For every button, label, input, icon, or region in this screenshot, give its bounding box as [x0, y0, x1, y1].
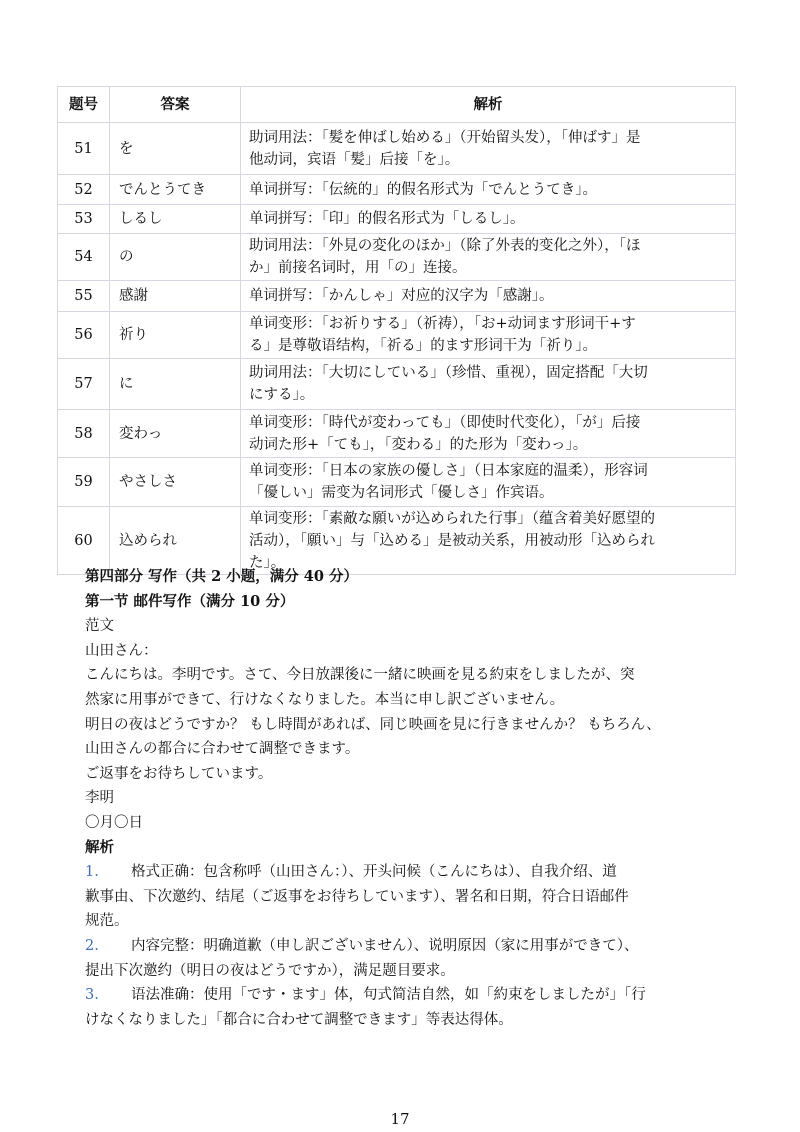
row-number: 59 — [58, 458, 110, 507]
row-number: 56 — [58, 312, 110, 359]
row-answer: 変わっ — [110, 410, 241, 458]
explanation-line: 单词变形：「お祈りする」（祈祷），「お+动词ます形词干+す — [249, 316, 636, 332]
row-number: 54 — [58, 234, 110, 281]
row-explanation — [241, 359, 736, 410]
answer-table — [57, 86, 736, 575]
row-number: 53 — [58, 205, 110, 234]
analysis-line: 格式正确：包含称呼（山田さん：）、开头问候（こんにちは）、自我介绍、道 — [131, 864, 617, 881]
row-number: 60 — [58, 507, 110, 575]
row-explanation — [241, 458, 736, 507]
analysis-item — [85, 983, 725, 1032]
table-row — [58, 123, 736, 175]
row-explanation — [241, 123, 736, 175]
letter-date: 〇月〇日 — [85, 814, 143, 831]
row-answer: 感謝 — [110, 281, 241, 312]
row-answer: に — [110, 359, 241, 410]
explanation-line: 单词拼写：「印」的假名形式为「しるし」。 — [249, 211, 525, 227]
letter-body-line: 明日の夜はどうですか？ もし時間があれば、同じ映画を見に行きませんか？ もちろん、 — [85, 716, 661, 733]
explanation-line: 单词变形：「素敵な願いが込められた行事」（蕴含着美好愿望的 — [249, 510, 655, 527]
explanation-line: 单词拼写：「かんしゃ」对应的汉字为「感謝」。 — [249, 288, 554, 304]
table-row — [58, 458, 736, 507]
row-answer: を — [110, 123, 241, 175]
explanation-line: 动词た形+「ても」，「変わる」的た形为「変わっ」。 — [249, 436, 588, 453]
explanation-line: 助词用法：「外見の変化のほか」（除了外表的变化之外），「ほ — [249, 238, 641, 254]
part-title: 第四部分 写作（共 2 小题，满分 40 分） — [85, 568, 359, 585]
analysis-item — [85, 934, 725, 983]
header-explanation: 解析 — [241, 87, 736, 123]
row-number: 55 — [58, 281, 110, 312]
letter-greeting: 山田さん： — [85, 642, 158, 659]
row-explanation — [241, 234, 736, 281]
analysis-line: けなくなりました」「都合に合わせて調整できます」等表达得体。 — [85, 1011, 513, 1028]
subsection-title: 第一节 邮件写作（满分 10 分） — [85, 592, 295, 610]
row-number: 58 — [58, 410, 110, 458]
table-row — [58, 281, 736, 312]
explanation-line: 单词变形：「時代が変わっても」（即使时代变化），「が」后接 — [249, 414, 641, 431]
row-answer: の — [110, 234, 241, 281]
explanation-line: る」是尊敬语结构，「祈る」的ます形词干为「祈り」。 — [249, 338, 597, 354]
row-answer: やさしさ — [110, 458, 241, 507]
letter-closing: ご返事をお待ちしています。 — [85, 765, 273, 782]
row-explanation — [241, 312, 736, 359]
explanation-line: か」前接名词时，用「の」连接。 — [249, 260, 467, 276]
explanation-line: 单词拼写：「伝統的」的假名形式为「でんとうてき」。 — [249, 181, 597, 198]
row-explanation — [241, 410, 736, 458]
page-number: 17 — [390, 1110, 410, 1128]
explanation-line: 助词用法：「大切にしている」（珍惜、重视），固定搭配「大切 — [249, 365, 648, 381]
table-row — [58, 175, 736, 205]
header-answer: 答案 — [110, 87, 241, 123]
row-explanation — [241, 175, 736, 205]
analysis-number: 3. — [85, 987, 99, 1004]
explanation-line: 「優しい」需变为名词形式「優しさ」作宾语。 — [249, 485, 554, 501]
analysis-line: 歉事由、下次邀约、结尾（ご返事をお待ちしています）、署名和日期，符合日语邮件 — [85, 888, 629, 905]
row-number: 52 — [58, 175, 110, 205]
row-answer: 込められ — [110, 507, 241, 575]
explanation-line: た」。 — [249, 554, 286, 571]
letter-body-line: 然家に用事ができて、行けなくなりました。本当に申し訳ございません。 — [85, 691, 565, 708]
row-answer: 祈り — [110, 312, 241, 359]
letter-signature: 李明 — [85, 790, 114, 807]
header-number: 题号 — [58, 87, 110, 123]
row-answer: しるし — [110, 205, 241, 234]
explanation-line: にする」。 — [249, 387, 315, 403]
sample-label: 范文 — [85, 618, 114, 635]
analysis-line: 语法准确：使用「です・ます」体，句式简洁自然，如「約束をしましたが」「行 — [131, 987, 646, 1004]
row-answer: でんとうてき — [110, 175, 241, 205]
table-row — [58, 312, 736, 359]
analysis-label: 解析 — [85, 838, 114, 856]
explanation-line: 他动词，宾语「髪」后接「を」。 — [249, 151, 460, 168]
analysis-number: 2. — [85, 937, 99, 954]
explanation-line: 活动），「願い」与「込める」是被动关系，用被动形「込められ — [249, 532, 655, 549]
row-number: 57 — [58, 359, 110, 410]
letter-body-line: 山田さんの都合に合わせて調整できます。 — [85, 741, 360, 758]
explanation-line: 助词用法：「髪を伸ばし始める」（开始留头发），「伸ばす」是 — [249, 129, 641, 146]
analysis-line: 提出下次邀约（明日の夜はどうですか），满足题目要求。 — [85, 962, 455, 979]
table-row — [58, 410, 736, 458]
row-explanation — [241, 281, 736, 312]
explanation-line: 单词变形：「日本の家族の優しさ」（日本家庭的温柔），形容词 — [249, 463, 648, 479]
table-header-row — [58, 87, 736, 123]
analysis-item — [85, 860, 725, 934]
analysis-number: 1. — [85, 864, 99, 881]
table-row — [58, 205, 736, 234]
analysis-line: 规范。 — [85, 913, 129, 930]
letter-body-line: こんにちは。李明です。さて、今日放課後に一緒に映画を見る約束をしましたが、突 — [85, 667, 635, 684]
analysis-line: 内容完整：明确道歉（申し訳ございません）、说明原因（家に用事ができて）、 — [131, 937, 639, 954]
writing-section — [85, 565, 725, 1032]
row-number: 51 — [58, 123, 110, 175]
table-row — [58, 359, 736, 410]
table-row — [58, 234, 736, 281]
row-explanation — [241, 205, 736, 234]
